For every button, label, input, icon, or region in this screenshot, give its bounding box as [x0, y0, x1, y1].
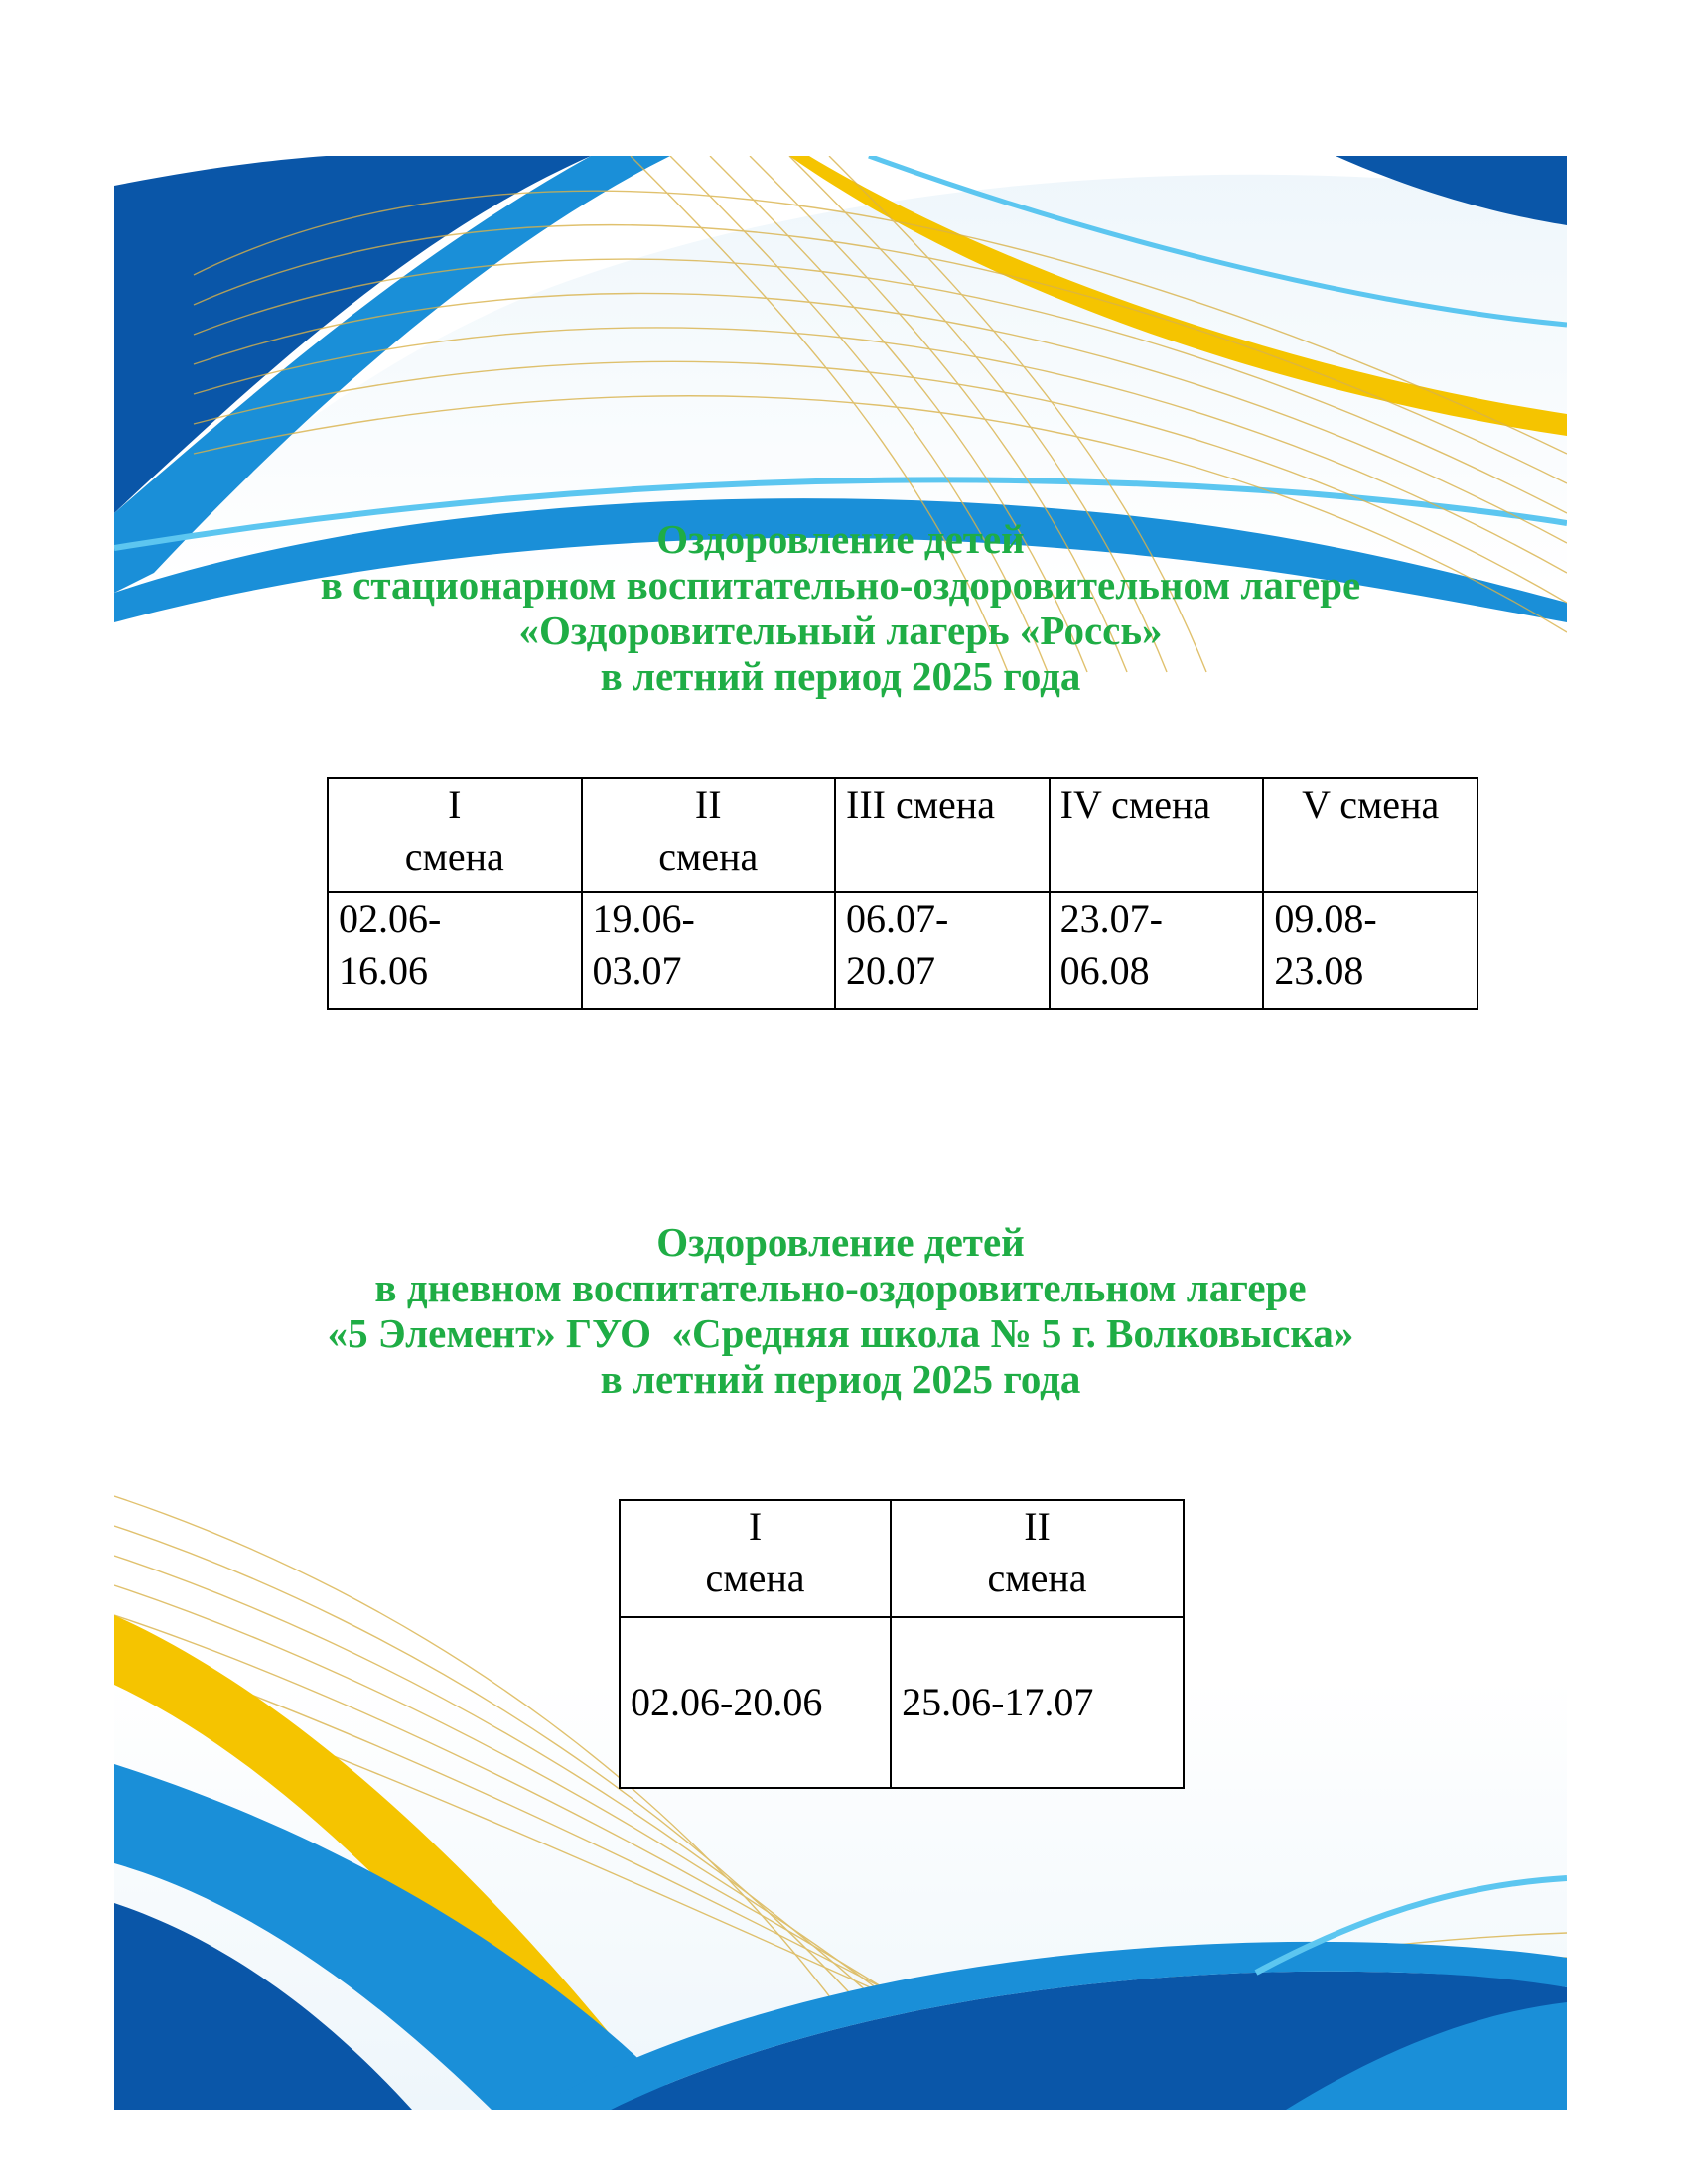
table-header-row	[328, 778, 1477, 892]
section2-title-line: в летний период 2025 года	[600, 1356, 1081, 1402]
shift-header: V смена	[1302, 782, 1440, 827]
shift-header: III смена	[846, 782, 995, 827]
table-header-row	[620, 1500, 1184, 1617]
section2-title-line: «5 Элемент» ГУО «Средняя школа № 5 г. Волковыска»	[327, 1310, 1354, 1356]
section1-title	[114, 516, 1567, 699]
section1-title-line: «Оздоровительный лагерь «Россь»	[518, 608, 1163, 653]
shift-dates: 06.07- 20.07	[846, 896, 949, 993]
section1-title-line: в стационарном воспитательно-оздоровительном лагере	[320, 562, 1361, 608]
shift-dates: 23.07- 06.08	[1059, 896, 1163, 993]
shift-dates: 09.08- 23.08	[1274, 896, 1377, 993]
section2-shift-table	[619, 1499, 1185, 1789]
shift-header: I смена	[705, 1504, 805, 1600]
section1-title-line: Оздоровление детей	[656, 516, 1025, 562]
section2-title-line: в дневном воспитательно-оздоровительном лагере	[374, 1265, 1307, 1310]
section2-title-line: Оздоровление детей	[656, 1219, 1025, 1265]
table-row	[328, 892, 1477, 1009]
shift-dates: 02.06-20.06	[631, 1680, 823, 1724]
table-row	[620, 1617, 1184, 1788]
section1-shift-table	[327, 777, 1478, 1010]
shift-header: II смена	[987, 1504, 1087, 1600]
shift-header: II смена	[658, 782, 759, 879]
shift-header: IV смена	[1059, 782, 1211, 827]
shift-dates: 25.06-17.07	[902, 1680, 1094, 1724]
shift-dates: 02.06- 16.06	[339, 896, 442, 993]
section1-title-line: в летний период 2025 года	[600, 653, 1081, 699]
shift-dates: 19.06- 03.07	[592, 896, 695, 993]
section2-title	[114, 1219, 1567, 1402]
shift-header: I смена	[404, 782, 504, 879]
decorative-wave-background	[114, 156, 1567, 2110]
